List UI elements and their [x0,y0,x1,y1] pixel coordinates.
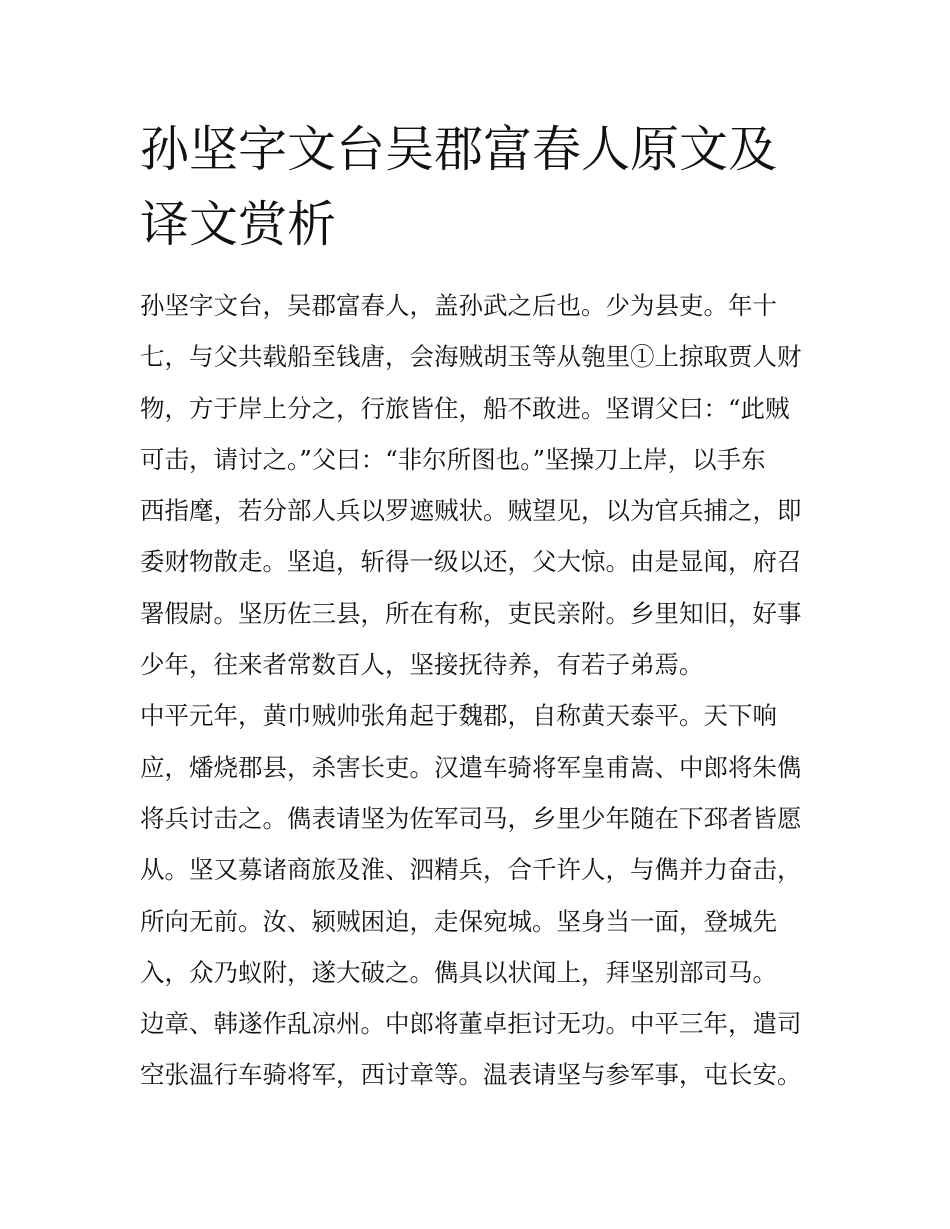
body-line: 空张温行车骑将军，西讨章等。温表请坚与参军事，屯长安。 [140,1060,802,1090]
body-line: 少年，往来者常数百人，坚接抚待养，有若子弟焉。 [140,650,704,680]
title-line-2: 译文赏析 [140,196,337,253]
body-line: 所向无前。汝、颍贼困迫，走保宛城。坚身当一面，登城先 [140,906,777,936]
body-line: 从。坚又募诸商旅及淮、泗精兵，合千许人，与儁并力奋击， [140,855,802,885]
document-body [140,280,812,1101]
body-line: 应，燔烧郡县，杀害长吏。汉遣车骑将军皇甫嵩、中郎将朱儁 [140,752,802,782]
body-line: 西指麾，若分部人兵以罗遮贼状。贼望见，以为官兵捕之，即 [140,496,802,526]
body-line: 七，与父共载船至钱唐，会海贼胡玉等从匏里①上掠取贾人财 [140,342,802,372]
body-line: 将兵讨击之。儁表请坚为佐军司马，乡里少年随在下邳者皆愿 [140,803,802,833]
body-line: 委财物散走。坚追，斩得一级以还，父大惊。由是显闻，府召 [140,547,802,577]
document-title [140,112,810,262]
body-line: 署假尉。坚历佐三县，所在有称，吏民亲附。乡里知旧，好事 [140,598,802,628]
body-line: 物，方于岸上分之，行旅皆住，船不敢进。坚谓父曰：“此贼 [140,393,790,423]
body-line: 孙坚字文台，吴郡富春人，盖孙武之后也。少为县吏。年十 [140,291,777,320]
title-line-1: 孙坚字文台吴郡富春人原文及 [140,121,778,178]
body-line: 中平元年，黄巾贼帅张角起于魏郡，自称黄天泰平。天下响 [140,701,777,731]
body-line: 可击，请讨之。”父曰：“非尔所图也。”坚操刀上岸，以手东 [140,444,766,474]
body-line: 边章、韩遂作乱凉州。中郎将董卓拒讨无功。中平三年，遣司 [140,1009,802,1039]
body-line: 入，众乃蚁附，遂大破之。儁具以状闻上，拜坚别部司马。 [140,957,777,987]
